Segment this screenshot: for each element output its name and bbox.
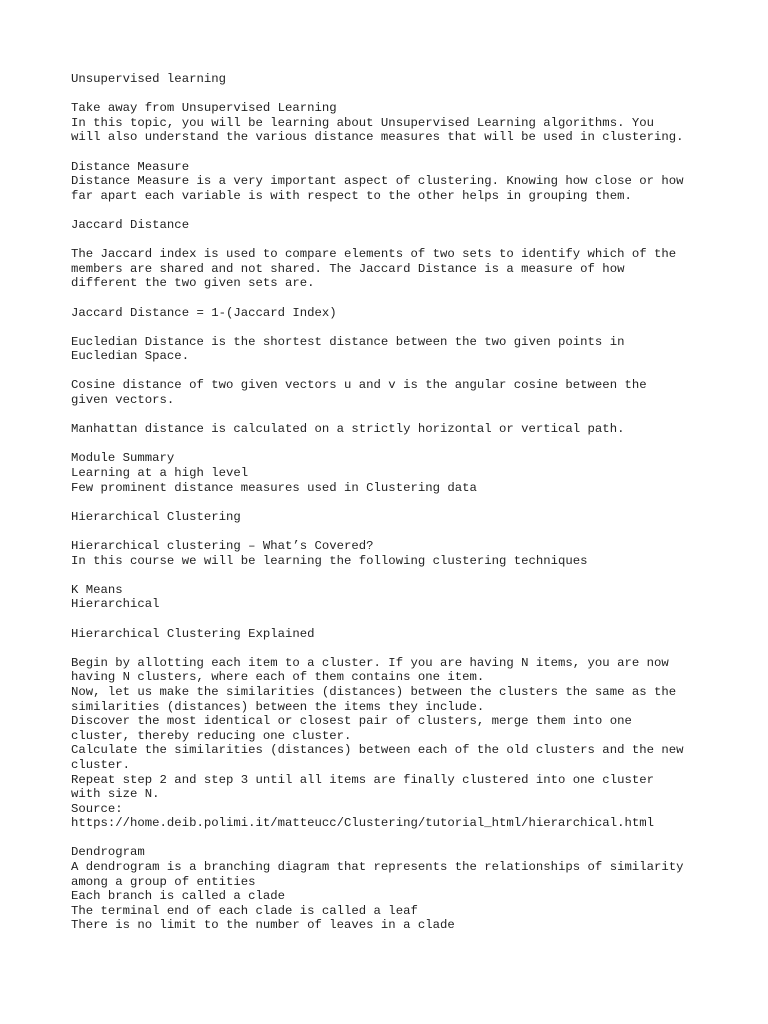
text-line: Eucledian Distance is the shortest distance between the two given points in — [71, 334, 625, 349]
text-line: Module Summary — [71, 451, 175, 466]
text-line: Manhattan distance is calculated on a strictly horizontal or vertical path. — [71, 422, 625, 437]
text-line: Begin by allotting each item to a cluster. If you are having N items, you are now — [71, 655, 669, 670]
text-line: Few prominent distance measures used in Clustering data — [71, 480, 477, 495]
paragraph — [71, 218, 711, 233]
paragraph — [71, 845, 711, 933]
text-line: Eucledian Space. — [71, 349, 190, 364]
paragraph — [71, 583, 711, 612]
text-line: similarities (distances) between the items they include. — [71, 699, 485, 714]
text-line: Dendrogram — [71, 845, 145, 860]
text-line: far apart each variable is with respect to the other helps in grouping them. — [71, 188, 632, 203]
text-line: Source: — [71, 801, 123, 816]
paragraph — [71, 510, 711, 525]
text-line: There is no limit to the number of leaves in a clade — [71, 918, 455, 933]
text-line: https://home.deib.polimi.it/matteucc/Clustering/tutorial_html/hierarchical.html — [71, 816, 654, 831]
document-page — [71, 72, 711, 948]
text-line: among a group of entities — [71, 874, 256, 889]
text-line: with size N. — [71, 787, 160, 802]
text-line: Hierarchical clustering – What’s Covered? — [71, 539, 374, 553]
paragraph — [71, 72, 711, 87]
text-line: different the two given sets are. — [71, 276, 315, 291]
text-line: Cosine distance of two given vectors u and v is the angular cosine between the — [71, 378, 647, 393]
text-line: Discover the most identical or closest pair of clusters, merge them into one — [71, 714, 632, 729]
text-line: The terminal end of each clade is called a leaf — [71, 903, 418, 918]
text-line: Each branch is called a clade — [71, 889, 286, 904]
text-line: cluster. — [71, 757, 131, 772]
text-line: Now, let us make the similarities (distances) between the clusters the same as the — [71, 684, 677, 699]
text-line: Distance Measure — [71, 159, 190, 174]
text-line: Calculate the similarities (distances) between each of the old clusters and the new — [71, 743, 684, 758]
paragraph — [71, 160, 711, 204]
text-line: The Jaccard index is used to compare elements of two sets to identify which of the — [71, 247, 677, 262]
text-line: given vectors. — [71, 393, 175, 408]
text-line: Learning at a high level — [71, 466, 249, 481]
text-line: In this course we will be learning the following clustering techniques — [71, 553, 588, 568]
text-line: having N clusters, where each of them contains one item. — [71, 670, 485, 685]
text-line: will also understand the various distance measures that will be used in clustering. — [71, 130, 684, 145]
paragraph — [71, 247, 711, 291]
paragraph — [71, 101, 711, 145]
text-line: Hierarchical Clustering — [71, 509, 241, 524]
paragraph — [71, 306, 711, 321]
paragraph — [71, 451, 711, 495]
text-line: Take away from Unsupervised Learning — [71, 101, 337, 116]
text-line: K Means — [71, 582, 123, 597]
text-line: Hierarchical — [71, 597, 160, 612]
text-line: Distance Measure is a very important aspect of clustering. Knowing how close or how — [71, 174, 684, 189]
text-line: Repeat step 2 and step 3 until all items are finally clustered into one cluster — [71, 772, 654, 787]
text-line: cluster, thereby reducing one cluster. — [71, 728, 352, 743]
text-line: Jaccard Distance — [71, 217, 190, 232]
text-line: Jaccard Distance = 1-(Jaccard Index) — [71, 305, 337, 320]
paragraph — [71, 656, 711, 831]
paragraph — [71, 539, 711, 568]
paragraph — [71, 627, 711, 642]
text-line: members are shared and not shared. The Jaccard Distance is a measure of how — [71, 261, 625, 276]
paragraph — [71, 422, 711, 437]
text-line: Hierarchical Clustering Explained — [71, 626, 315, 641]
paragraph — [71, 378, 711, 407]
text-line: In this topic, you will be learning about Unsupervised Learning algorithms. You — [71, 115, 654, 130]
text-line: A dendrogram is a branching diagram that represents the relationships of similarity — [71, 860, 684, 875]
text-line: Unsupervised learning — [71, 72, 226, 86]
paragraph — [71, 335, 711, 364]
